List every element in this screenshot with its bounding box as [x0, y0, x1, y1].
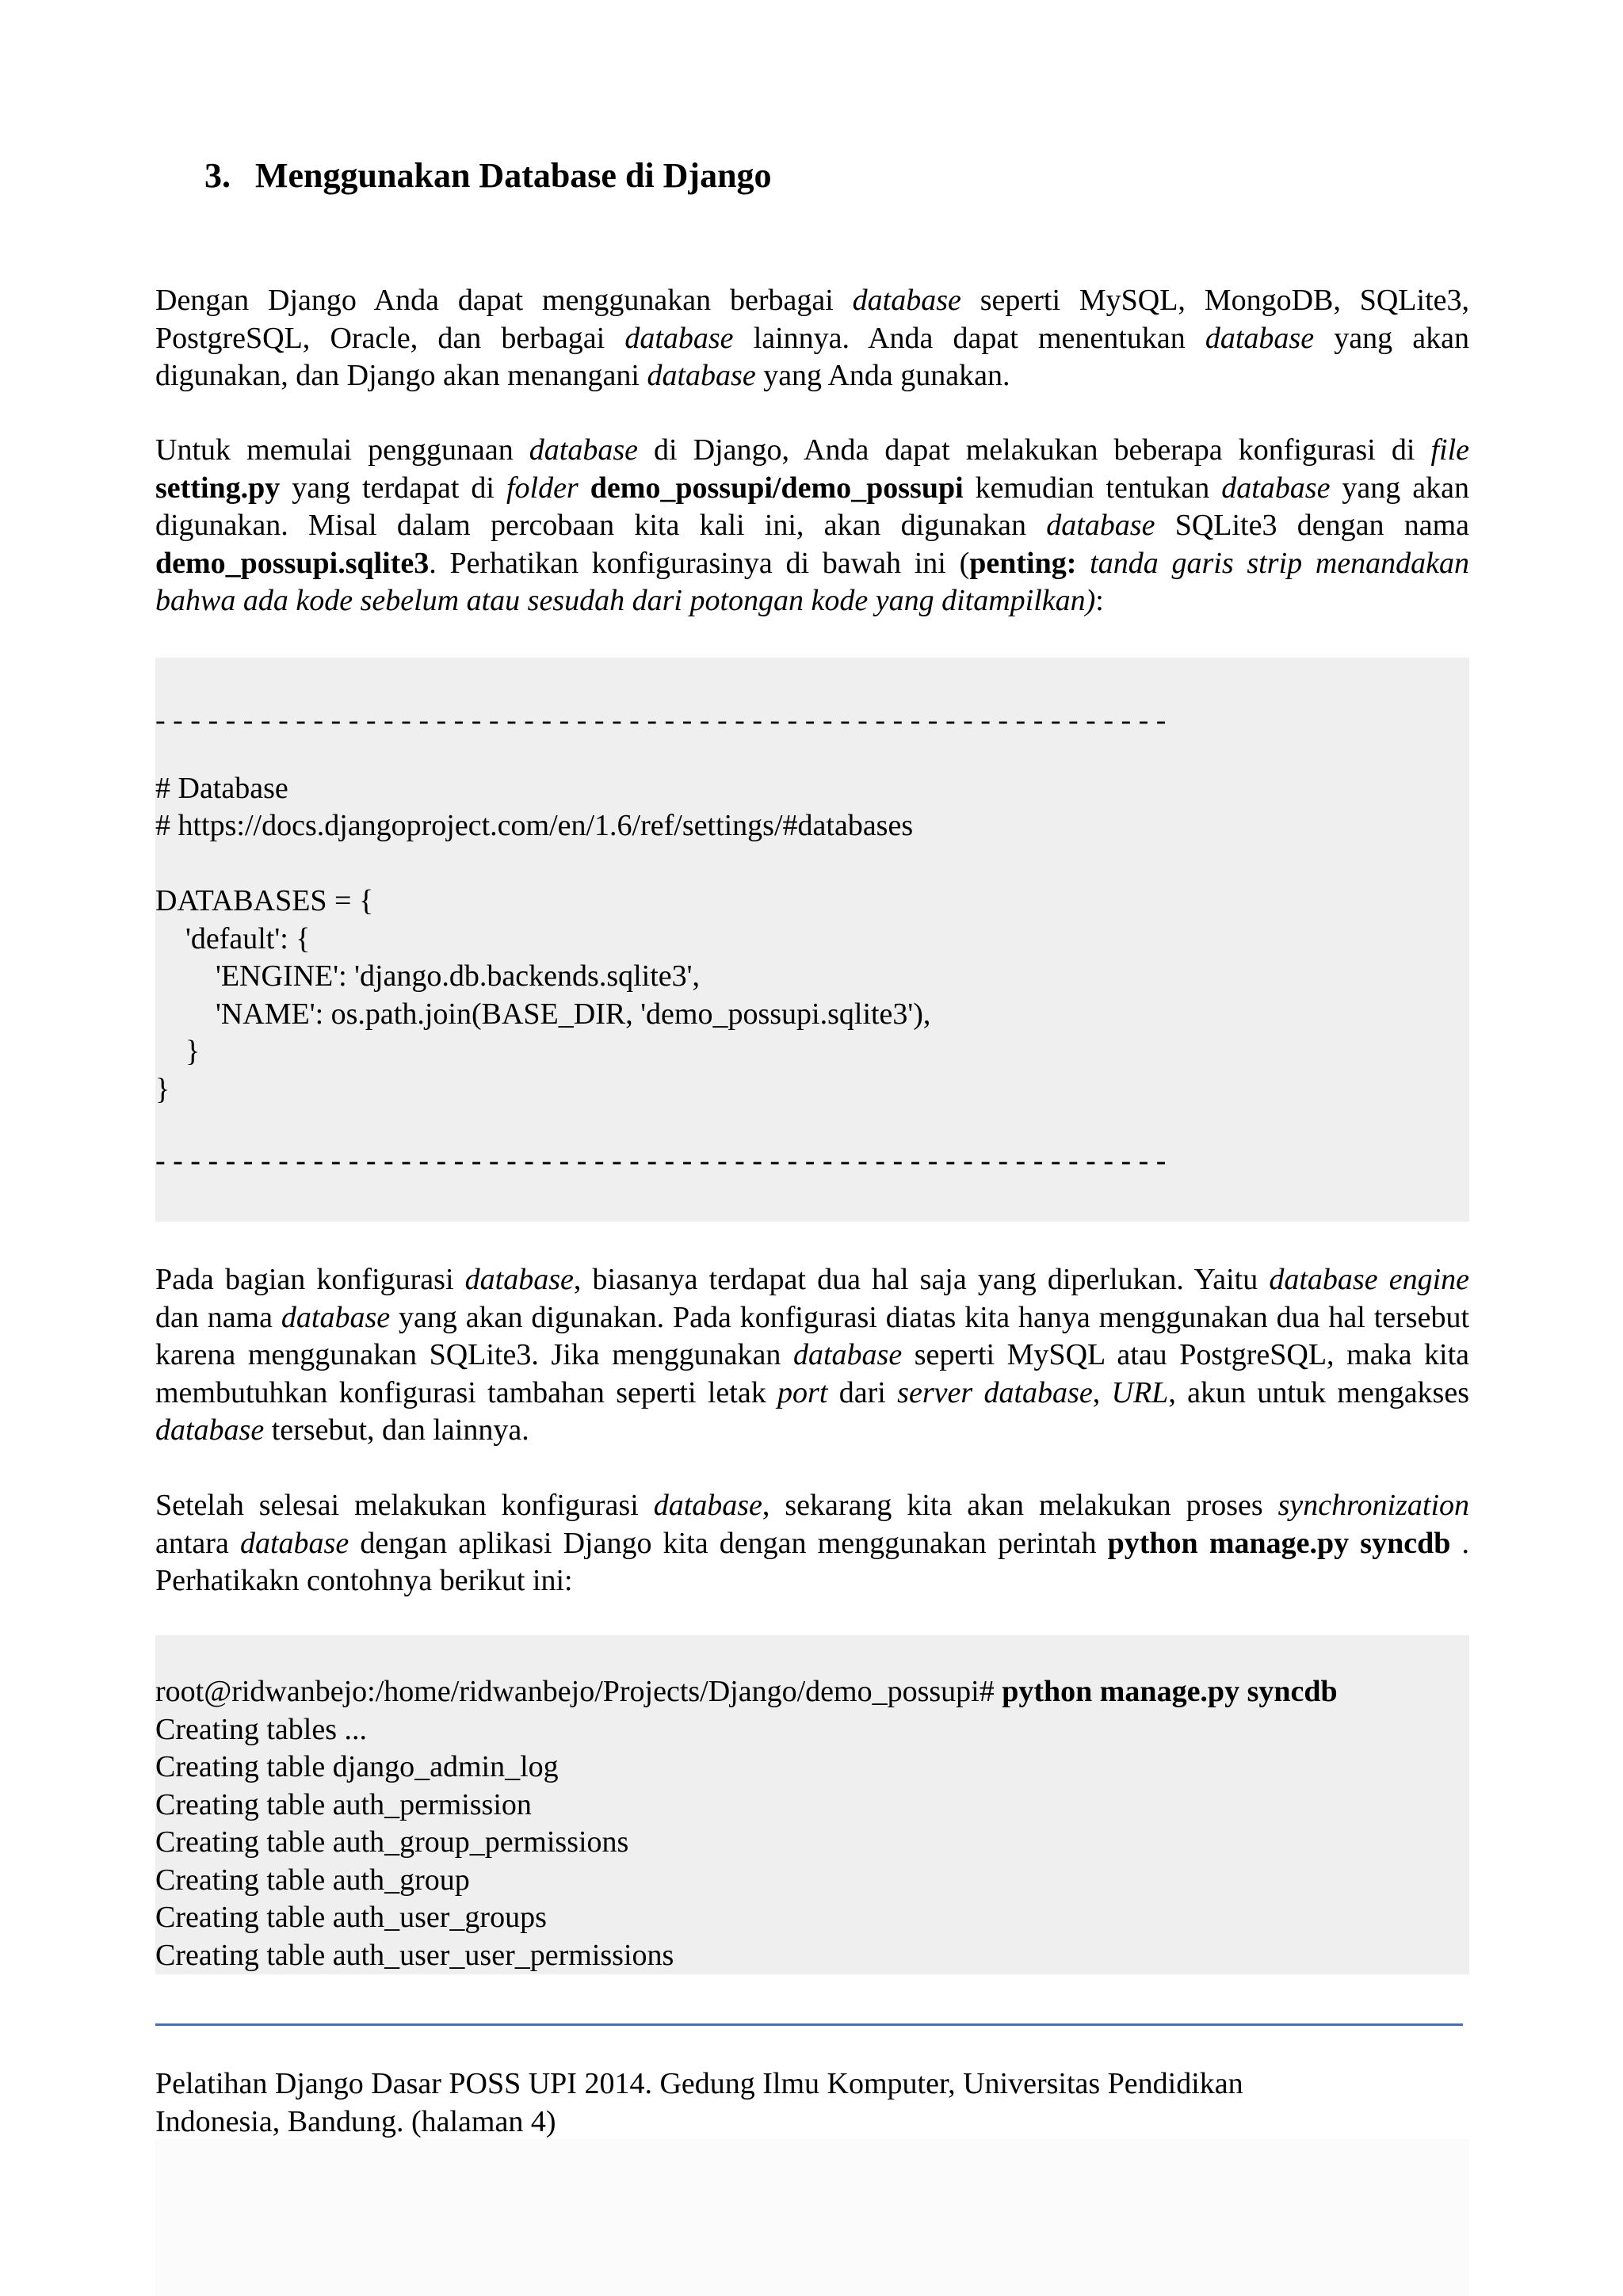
footer-divider	[155, 2023, 1463, 2026]
text-italic: file	[1430, 433, 1469, 467]
code-line: }	[155, 1073, 170, 1106]
paragraph-intro	[155, 282, 1469, 395]
text	[1076, 547, 1090, 580]
terminal-line: Creating tables ...	[155, 1713, 367, 1746]
section-heading	[204, 155, 772, 196]
code-line: 'ENGINE': 'django.db.backends.sqlite3',	[155, 959, 700, 993]
text: Untuk memulai penggunaan	[155, 433, 529, 467]
text: seperti MySQL atau PostgreSQL, maka kita membutuhkan konfigurasi tambahan seperti letak	[155, 1338, 1469, 1409]
text: lainnya. Anda dapat menentukan	[733, 321, 1205, 355]
code-line: }	[155, 1035, 200, 1068]
text: yang akan digunakan. Pada konfigurasi diatas kita hanya menggunakan dua hal tersebut karena menggunakan SQLite3. Jika menggunakan	[155, 1300, 1470, 1371]
text: , sekarang kita akan melakukan proses	[762, 1489, 1278, 1522]
footer-line-1: Pelatihan Django Dasar POSS UPI 2014. Gedung Ilmu Komputer, Universitas Pendidikan	[155, 2067, 1243, 2100]
text-italic: database	[653, 1489, 762, 1522]
text: di Django, Anda dapat melakukan beberapa konfigurasi di	[637, 433, 1431, 467]
text: yang terdapat di	[280, 471, 506, 505]
text-italic: database	[647, 359, 756, 392]
page-bottom-area	[155, 2139, 1469, 2296]
text: , akun untuk mengakses	[1168, 1375, 1470, 1409]
text: tersebut, dan lainnya.	[264, 1413, 529, 1447]
terminal-line: Creating table auth_user_user_permissions	[155, 1939, 674, 1972]
section-title: Menggunakan Database di Django	[255, 156, 772, 195]
text-italic: database	[624, 321, 734, 355]
text: , biasanya terdapat dua hal saja yang diperlukan. Yaitu	[573, 1263, 1270, 1296]
text: antara	[155, 1526, 240, 1560]
terminal-line: Creating table auth_permission	[155, 1788, 532, 1821]
text: dan nama	[155, 1300, 281, 1334]
code-separator-bottom: - - - - - - - - - - - - - - - - - - - - - - - - - - - - - - - - - - - - - - - - - - - - - - - - - - - - - - - - - -	[155, 1144, 1167, 1177]
terminal-line: Creating table auth_group_permissions	[155, 1825, 629, 1859]
text: Dengan Django Anda dapat menggunakan berbagai	[155, 284, 853, 317]
code-line: # Database	[155, 772, 288, 805]
text: ,	[1092, 1375, 1112, 1409]
terminal-command-line	[155, 1673, 1338, 1711]
terminal-line: Creating table django_admin_log	[155, 1750, 559, 1783]
text-italic: synchronization	[1277, 1489, 1469, 1522]
code-line: 'NAME': os.path.join(BASE_DIR, 'demo_possupi.sqlite3'),	[155, 997, 931, 1031]
text-italic: database	[852, 284, 961, 317]
terminal-line: Creating table auth_group	[155, 1863, 470, 1897]
footer-line-2: Indonesia, Bandung. (halaman 4)	[155, 2104, 556, 2138]
text-italic: port	[777, 1375, 828, 1409]
text-bold: demo_possupi/demo_possupi	[590, 471, 964, 505]
text-italic: server database	[897, 1375, 1093, 1409]
text: . Perhatikan konfigurasinya di bawah ini (	[429, 546, 970, 580]
code-line: 'default': {	[155, 922, 311, 955]
paragraph-syncdb	[155, 1487, 1469, 1600]
text-italic: database	[529, 433, 638, 467]
text-italic: database	[792, 1338, 903, 1371]
terminal-command: python manage.py syncdb	[1002, 1675, 1338, 1708]
settings-code-block	[155, 658, 1469, 1222]
text	[579, 471, 590, 505]
terminal-output-block	[155, 1635, 1469, 1974]
text-italic: database	[239, 1526, 349, 1560]
text-italic: URL	[1111, 1375, 1169, 1409]
text: kemudian tentukan	[963, 471, 1222, 505]
text: yang akan digunakan, dan Django akan menangani	[155, 321, 1469, 392]
text-italic: database	[1205, 321, 1315, 355]
text: . Perhatikakn contohnya berikut ini:	[155, 1526, 1470, 1597]
text-italic: database	[1221, 471, 1331, 505]
terminal-line: Creating table auth_user_groups	[155, 1901, 547, 1934]
code-line: # https://docs.djangoproject.com/en/1.6/ref/settings/#databases	[155, 809, 914, 842]
text: seperti MySQL, MongoDB, SQLite3, PostgreSQL, Oracle, dan berbagai	[155, 284, 1469, 355]
text-italic: database	[464, 1263, 574, 1296]
text-italic: database engine	[1269, 1263, 1469, 1296]
text: Setelah selesai melakukan konfigurasi	[155, 1489, 654, 1522]
paragraph-config	[155, 432, 1469, 620]
text: dari	[827, 1375, 898, 1409]
text-bold: setting.py	[155, 471, 281, 505]
paragraph-database-config	[155, 1261, 1469, 1450]
page-footer	[155, 2065, 1469, 2141]
text: Pada bagian konfigurasi	[155, 1263, 465, 1296]
section-number: 3.	[204, 156, 231, 195]
text: dengan aplikasi Django kita dengan menggunakan perintah	[349, 1526, 1108, 1560]
code-line: DATABASES = {	[155, 884, 374, 917]
text: :	[1095, 584, 1104, 617]
text: yang Anda gunakan.	[755, 359, 1010, 392]
terminal-prompt: root@ridwanbejo:/home/ridwanbejo/Projects/Django/demo_possupi#	[155, 1675, 1002, 1708]
code-separator-top: - - - - - - - - - - - - - - - - - - - - - - - - - - - - - - - - - - - - - - - - - - - - - - - - - - - - - - - - - -	[155, 704, 1167, 737]
text: yang akan digunakan. Misal dalam percobaan kita kali ini, akan digunakan	[155, 471, 1469, 542]
text-italic: folder	[506, 471, 579, 505]
text-bold: penting:	[969, 546, 1077, 580]
text-bold: python manage.py syncdb	[1107, 1526, 1451, 1560]
text: SQLite3 dengan nama	[1155, 509, 1469, 542]
text-italic: tanda garis strip menandakan bahwa ada kode sebelum atau sesudah dari potongan kode yang ditampilkan)	[155, 546, 1470, 617]
text-italic: database	[281, 1300, 391, 1334]
text-italic: database	[1046, 509, 1155, 542]
text-bold: demo_possupi.sqlite3	[155, 546, 430, 580]
text-italic: database	[155, 1413, 265, 1447]
